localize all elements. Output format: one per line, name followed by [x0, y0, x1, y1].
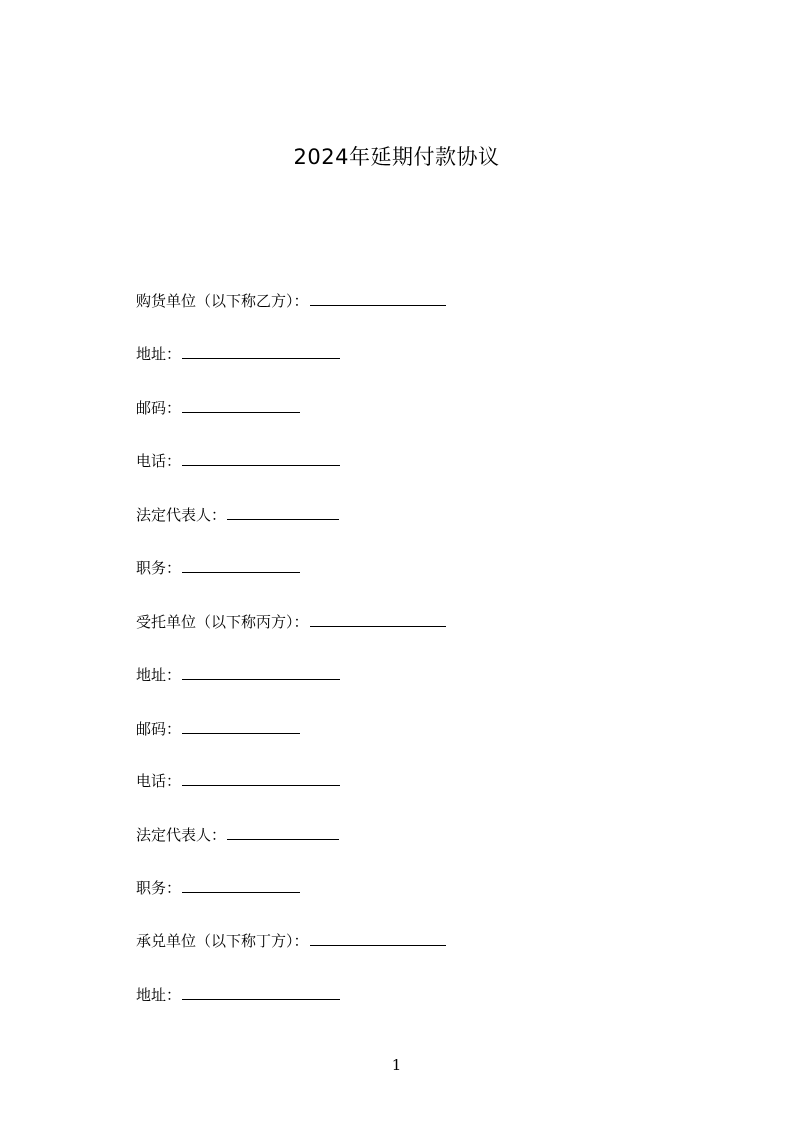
field-label: 法定代表人：: [136, 506, 227, 524]
fill-in-blank[interactable]: [227, 507, 339, 520]
field-label: 电话：: [136, 452, 182, 470]
field-label: 法定代表人：: [136, 826, 227, 844]
fill-in-blank[interactable]: [182, 400, 300, 413]
fill-in-blank[interactable]: [182, 560, 300, 573]
fill-in-blank[interactable]: [310, 293, 446, 306]
field-label: 职务：: [136, 879, 182, 897]
field-label: 地址：: [136, 986, 182, 1004]
form-field-trustee-position: [136, 878, 300, 898]
field-label: 受托单位（以下称丙方）：: [136, 613, 309, 631]
field-label: 职务：: [136, 559, 182, 577]
fill-in-blank[interactable]: [227, 827, 339, 840]
fill-in-blank[interactable]: [182, 453, 340, 466]
form-field-buyer-phone: [136, 451, 340, 471]
fill-in-blank[interactable]: [182, 880, 300, 893]
field-label: 购货单位（以下称乙方）：: [136, 292, 309, 310]
form-field-buyer-address: [136, 344, 340, 364]
form-field-acceptor: [136, 931, 446, 951]
form-field-trustee-address: [136, 665, 340, 685]
form-field-buyer-postcode: [136, 398, 300, 418]
fill-in-blank[interactable]: [182, 667, 340, 680]
page-number: 1: [391, 1056, 402, 1074]
fill-in-blank[interactable]: [182, 987, 340, 1000]
form-field-acceptor-address: [136, 985, 340, 1005]
form-field-buyer-legal-rep: [136, 505, 339, 525]
form-field-buyer-position: [136, 558, 300, 578]
field-label: 邮码：: [136, 720, 182, 738]
form-field-trustee-legal-rep: [136, 825, 339, 845]
field-label: 地址：: [136, 345, 182, 363]
fill-in-blank[interactable]: [310, 933, 446, 946]
field-label: 承兑单位（以下称丁方）：: [136, 932, 309, 950]
form-field-trustee-phone: [136, 771, 340, 791]
fill-in-blank[interactable]: [310, 614, 446, 627]
form-field-buyer: [136, 291, 446, 311]
field-label: 地址：: [136, 666, 182, 684]
fill-in-blank[interactable]: [182, 773, 340, 786]
fill-in-blank[interactable]: [182, 721, 300, 734]
document-title: 2024年延期付款协议: [293, 145, 500, 169]
field-label: 电话：: [136, 772, 182, 790]
form-field-trustee: [136, 612, 446, 632]
form-field-trustee-postcode: [136, 719, 300, 739]
field-label: 邮码：: [136, 399, 182, 417]
fill-in-blank[interactable]: [182, 346, 340, 359]
